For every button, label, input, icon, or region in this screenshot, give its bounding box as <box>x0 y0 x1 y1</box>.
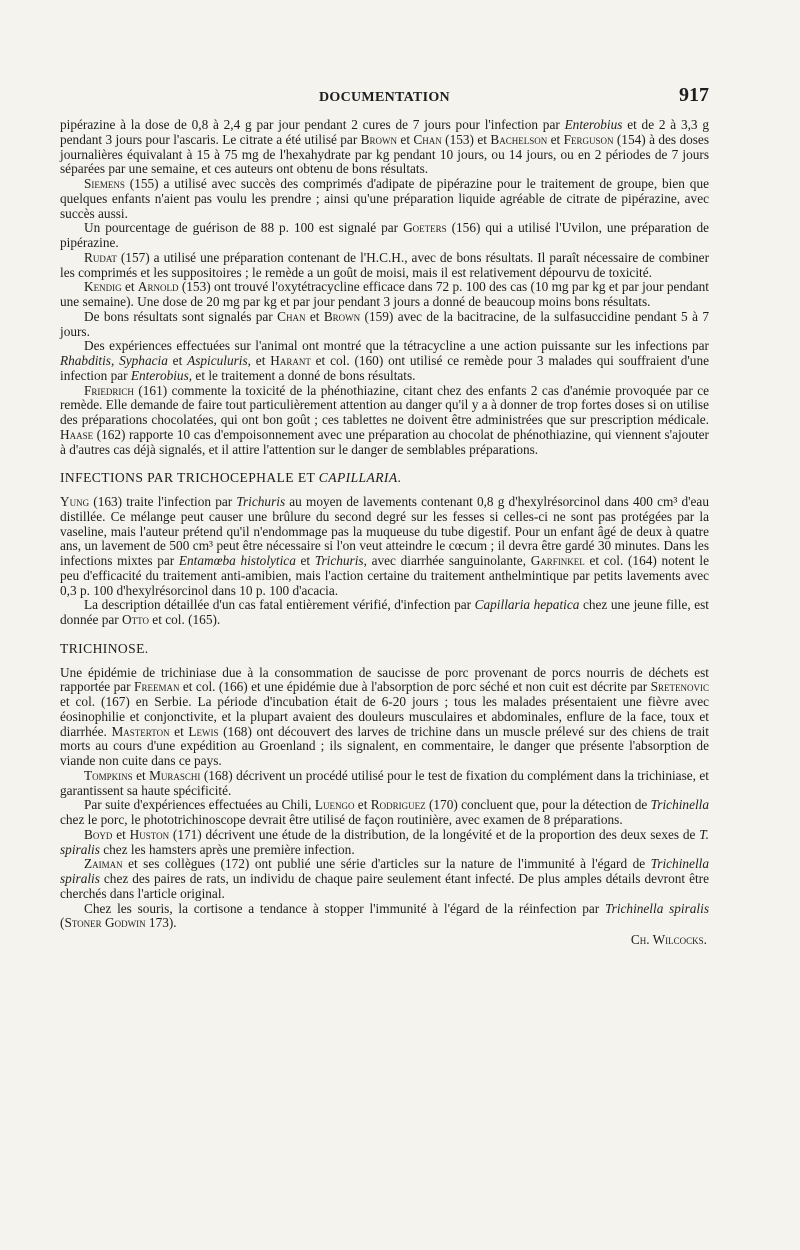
text-run: TRICHINOSE. <box>60 640 149 656</box>
text-run: et col. (160) ont utilisé ce remède pour 3 malades qui souffraient d'une infection par <box>60 353 709 383</box>
author-name: Zaiman <box>84 856 123 872</box>
text-run: (170) concluent que, pour la détection de <box>425 797 651 813</box>
text-run: et <box>547 131 564 147</box>
author-name: Chan <box>277 308 306 324</box>
text-run: et col. (165). <box>148 612 221 627</box>
italic-term: Trichinella <box>650 797 710 813</box>
paragraph <box>60 251 709 281</box>
paragraph <box>60 666 709 769</box>
italic-term: Enterobius <box>130 367 189 383</box>
author-name: Tompkins <box>84 767 133 783</box>
italic-term: Trichuris <box>236 494 286 509</box>
author-name: Goeters <box>403 220 447 236</box>
text-run: et <box>112 826 130 842</box>
text-run: , et <box>247 353 271 368</box>
text-run: et ses collègues (172) ont publié une série d'articles sur la nature de l'immunité à l'égard de <box>122 856 651 872</box>
author-name: Chan <box>413 131 442 147</box>
paragraph <box>60 902 709 932</box>
paragraph <box>60 310 709 340</box>
text-run: et col. (166) et une épidémie due à l'absorption de porc séché et non cuit est décrite par <box>179 679 651 695</box>
author-name: Yung <box>60 494 90 509</box>
text-run: (168) ont découvert des larves de trichine dans un muscle prélevé sur des chiens de trait morts au cours d'une expédition au Groenland ; ils signalent, en commentaire, le danger que présente l'absorption de viande non cuite dans ce pays. <box>60 723 710 768</box>
text-run: (159) avec de la bacitracine, de la sulfasuccidine pendant 5 à 7 jours. <box>60 308 709 339</box>
italic-term: Trichinella spiralis <box>604 900 709 916</box>
italic-term: Aspiculuris <box>187 353 248 368</box>
author-name: Rudat <box>84 249 117 265</box>
text-run: chez des paires de rats, un individu de chaque paire seulement étant infecté. De plus amples détails devront être cherchés dans l'article original. <box>60 871 709 901</box>
text-run: INFECTIONS PAR TRICHOCEPHALE ET <box>60 470 319 486</box>
italic-term: Capillaria hepatica <box>474 597 580 613</box>
italic-term: Trichuris <box>314 553 364 568</box>
text-run: (157) a utilisé une préparation contenant de l'H.C.H., avec de bons résultats. Il paraît nécessaire de combiner les comprimés et les suppositoires ; le remède a un goût de moisi, mais il est relativement dépourvu de toxicité. <box>60 249 709 280</box>
paragraph <box>60 495 709 598</box>
text-run: (162) rapporte 10 cas d'empoisonnement avec une préparation au chocolat de phénothiazine, qui viennent s'ajouter à d'autres cas déjà signalés, et il attire l'attention sur le danger de semblables préparations. <box>60 426 709 457</box>
author-name: Muraschi <box>149 767 201 783</box>
paragraph <box>60 280 709 310</box>
page-header <box>60 86 709 110</box>
paragraph <box>60 798 709 828</box>
text-run: Des expériences effectuées sur l'animal ont montré que la tétracycline a une action puissante sur les infections par <box>84 338 709 354</box>
running-title: DOCUMENTATION <box>319 90 450 105</box>
text-run: Par suite d'expériences effectuées au Chili, <box>84 797 315 813</box>
author-name: Friedrich <box>84 382 134 398</box>
author-name: Brown <box>323 308 361 324</box>
text-run: (153) ont trouvé l'oxytétracycline efficace dans 72 p. 100 des cas (10 mg par kg et par jour pendant une semaine). Une dose de 20 mg par kg et par jour pendant 3 jours a donné de beaucoup moins bons résultats. <box>60 279 709 309</box>
author-name: Rodriguez <box>370 797 426 813</box>
text-run: au moyen de lavements contenant 0,8 g d'hexylrésorcinol dans 400 cm³ d'eau distillée. Ce mélange peut causer une brûlure du second degré sur les fesses si celles-ci ne sont pas protégées par la vaseline, mais l'auteur prétend qu'il n'endommage pas la muqueuse du tube digestif. Pour un enfant âgé de deux à quatre ans, un lavement de 500 cm³ peut être nécessaire si l'on veut atteindre le cœcum ; il devra être gardé 30 minutes. Dans les infections mixtes par <box>60 494 709 568</box>
section-heading-trichinose <box>60 642 709 657</box>
italic-term: Entamœba histolytica <box>178 553 296 568</box>
text-run: et <box>354 797 371 813</box>
text-run: et <box>305 308 324 324</box>
paragraph <box>60 769 709 799</box>
author-name: Lewis <box>188 723 219 739</box>
text-run: (168) décrivent un procédé utilisé pour le test de fixation du complément dans la trichiniase, et garantissent sa haute spécificité. <box>60 767 709 798</box>
text-run: (156) qui a utilisé l'Uvilon, une préparation de pipérazine. <box>60 220 710 250</box>
author-name: Harant <box>270 353 311 368</box>
paragraph <box>60 177 709 221</box>
author-name: Masterton <box>111 723 170 739</box>
text-run: chez le porc, le phototrichinoscope devrait être utilisé de façon routinière, avec examen de 8 préparations. <box>60 812 623 827</box>
text-run: et col. (167) en Serbie. La période d'incubation était de 6-20 jours ; tous les malades présentaient une fièvre avec éosinophilie et conjonctivite, et la plupart avaient des douleurs musculaires et abdominales, enflure de la face, toux et diarrhée. <box>60 694 709 739</box>
paragraph <box>60 857 709 901</box>
body-text <box>60 118 709 948</box>
author-name: Haase <box>60 426 94 442</box>
author-name: Otto <box>122 612 149 627</box>
italic-term: CAPILLARIA <box>318 470 398 486</box>
paragraph-group <box>60 666 709 932</box>
text-run: (161) commente la toxicité de la phénothiazine, citant chez des enfants 2 cas d'anémie provoquée par ce remède. Elle demande de faire tout particulièrement attention au danger qu'il y a à donner de trop fortes doses si on utilise des préparations chocolatées, qui ont bon goût ; ces tablettes ne doivent être administrées que sur prescription médicale. <box>60 382 709 427</box>
paragraph <box>60 384 709 458</box>
text-run: (155) a utilisé avec succès des comprimés d'adipate de pipérazine pour le traitement de groupe, bien que quelques enfants n'aient pas voulu les prendre ; ainsi qu'une préparation liquide agréable de citrate de pipérazine, avec succès aussi. <box>60 176 709 221</box>
author-name: Sretenovic <box>650 679 709 695</box>
paragraph-group <box>60 495 709 628</box>
author-name: Luengo <box>314 797 355 813</box>
section-heading-trichocephale <box>60 471 709 486</box>
text-run: , avec diarrhée sanguinolante, <box>363 553 531 568</box>
paragraph <box>60 221 709 251</box>
text-run: Une épidémie de trichiniase due à la consommation de saucisse de porc provenant de porcs nourris de déchets est rapportée par <box>60 664 709 695</box>
author-name: Garfinkel <box>530 553 585 568</box>
text-run: Chez les souris, la cortisone a tendance à stopper l'immunité à l'égard de la réinfection par <box>84 900 605 916</box>
text-run: De bons résultats sont signalés par <box>84 308 278 324</box>
text-run: (171) décrivent une étude de la distribution, de la longévité et de la proportion des deux sexes de <box>169 826 700 842</box>
text-run: La description détaillée d'un cas fatal entièrement vérifié, d'infection par <box>84 597 475 613</box>
author-name: Boyd <box>84 826 113 842</box>
text-run: 173). <box>145 915 177 931</box>
text-run: et <box>167 353 188 368</box>
italic-term: Rhabditis, Syphacia <box>60 353 168 368</box>
italic-term: Enterobius <box>564 117 623 132</box>
text-run: et <box>397 131 414 147</box>
author-name: Kendig <box>84 279 122 295</box>
text-run: chez les hamsters après une première infection. <box>99 841 355 857</box>
text-run: (154) à des doses journalières équivalant à 15 à 75 mg de l'hexahydrate par kg pendant 10 jours, ou 14 jours, ou en 2 périodes de 7 jours séparées par une semaine, et ces auteurs ont obtenu de bons résultats. <box>60 131 710 177</box>
text-run: pipérazine à la dose de 0,8 à 2,4 g par jour pendant 2 cures de 7 jours pour l'infection par <box>60 117 565 132</box>
author-name: Brown <box>360 131 398 147</box>
paragraph <box>60 118 709 177</box>
paragraph <box>60 598 709 628</box>
text-run: et <box>132 767 150 783</box>
text-run: (163) traite l'infection par <box>89 494 237 509</box>
text-run: et <box>295 553 315 568</box>
text-run: Un pourcentage de guérison de 88 p. 100 est signalé par <box>84 220 404 236</box>
author-name: Stoner <box>64 915 102 931</box>
text-run: et <box>169 723 189 739</box>
text-run: et col. (164) notent le peu d'efficacité du traitement anti-amibien, mais l'action certaine du traitement anthelmintique par petits lavements avec 0,3 p. 100 d'hexylrésorcinol dans 10 p. 100 d'acacia. <box>60 553 709 598</box>
author-name: Arnold <box>137 279 179 295</box>
author-name: Huston <box>129 826 170 842</box>
paragraph <box>60 339 709 383</box>
text-run: , et le traitement a donné de bons résultats. <box>188 367 416 383</box>
italic-term: Trichinella spiralis <box>60 856 709 886</box>
text-run: (153) et <box>441 131 491 147</box>
author-name: Bachelson <box>490 131 548 147</box>
text-run: et de 2 à 3,3 g pendant 3 jours pour l'ascaris. Le citrate a été utilisé par <box>60 117 709 147</box>
author-name: Freeman <box>134 679 180 695</box>
page-number: 917 <box>679 84 709 106</box>
paragraph-group <box>60 118 709 457</box>
text-run: chez une jeune fille, est donnée par <box>60 597 709 627</box>
author-name: Ferguson <box>563 131 614 147</box>
italic-term: T. spiralis <box>60 826 709 857</box>
text-run: ( <box>60 915 65 931</box>
author-name: Godwin <box>105 915 146 931</box>
text-run: . <box>397 470 402 486</box>
author-name: Siemens <box>84 176 125 191</box>
paragraph <box>60 828 709 858</box>
text-run: et <box>121 279 138 295</box>
author-signature: Ch. Wilcocks. <box>630 932 707 947</box>
